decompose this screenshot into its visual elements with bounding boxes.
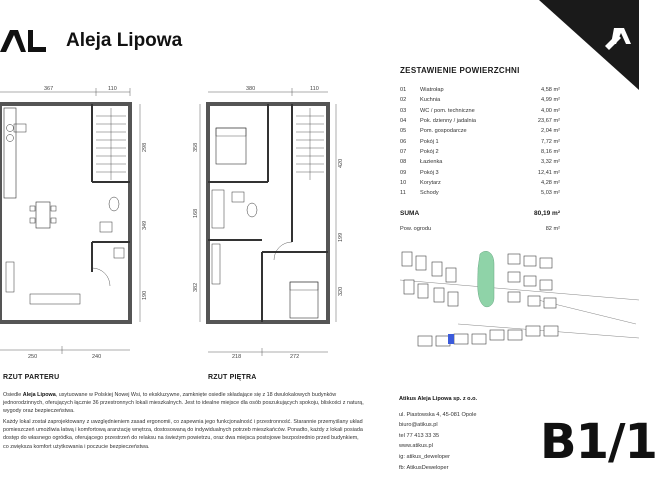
- area-row: [400, 85, 560, 95]
- ground-dim-side-1: 298: [142, 142, 148, 152]
- ground-dim-side-3: 190: [142, 290, 148, 300]
- ground-floor-plan: [0, 88, 140, 354]
- floor-dim-top-left: 380: [246, 86, 256, 92]
- description-p2: Każdy lokal został zaprojektowany z uwzględnieniem zasad ergonomii, co zapewnia jego funkcjonalność i przestronność. Starannie przemyślany układ pomieszczeń umożliwia łatwą i komfortową aranżację wnętrza, dostosowaną do indywidualnych potrzeb mieszkańców. Ponadto, każdy z lokali posiada dostęp do własnego ogródka, oferującego przestrzeń do relaksu na świeżym powietrzu, oraz dwa miejsca postojowe bezpośrednio przed budynkiem, co zwiększa komfort użytkowania i poczucie bezpieczeństwa.: [3, 419, 363, 450]
- area-row-label: Schody: [420, 190, 439, 197]
- area-row: [400, 136, 560, 146]
- brand-name: Aleja Lipowa: [66, 30, 183, 51]
- area-row-no: 02: [400, 97, 407, 104]
- company-name: Atikus Aleja Lipowa sp. z o.o.: [399, 396, 478, 402]
- floor-dim-side-left-2: 168: [193, 208, 199, 218]
- floor-dim-bottom-right: 272: [290, 354, 300, 360]
- area-row: [400, 106, 560, 116]
- area-row-label: Pokój 2: [420, 148, 439, 155]
- sum-label: SUMA: [400, 210, 420, 218]
- ground-floor-label: RZUT PARTERU: [3, 374, 60, 381]
- area-row-label: Łazienka: [420, 159, 443, 166]
- floor-plans: [0, 82, 380, 372]
- area-row-value: 4,58 m²: [541, 87, 560, 94]
- contact-phone[interactable]: tel 77 413 33 35: [399, 432, 440, 439]
- floor-dim-side-left-1: 358: [193, 142, 199, 152]
- area-row-value: 12,41 m²: [537, 169, 560, 176]
- area-row-value: 8,16 m²: [541, 148, 560, 155]
- contact-email[interactable]: biuro@atikus.pl: [399, 422, 438, 429]
- ground-dim-bottom-right: 240: [92, 354, 102, 360]
- floor-dim-side-right-1: 420: [338, 158, 344, 168]
- area-row-no: 09: [400, 169, 407, 176]
- area-row: [400, 95, 560, 105]
- garden-value: 82 m²: [545, 226, 560, 233]
- areas-table: [400, 66, 560, 232]
- area-row-no: 08: [400, 159, 407, 166]
- area-row-no: 11: [400, 190, 406, 197]
- garden-label: Pow. ogrodu: [400, 226, 432, 233]
- garden-area: [400, 226, 560, 232]
- upper-floor-label: RZUT PIĘTRA: [208, 374, 257, 381]
- ground-dim-bottom-left: 250: [28, 354, 38, 360]
- unit-location-marker: [448, 334, 454, 344]
- areas-sum: [400, 210, 560, 217]
- area-row-no: 04: [400, 118, 407, 125]
- area-row-value: 23,67 m²: [537, 118, 560, 125]
- floor-dim-side-left-3: 382: [193, 282, 199, 292]
- ground-dim-top-right: 110: [108, 86, 117, 92]
- unit-code: B1/1: [540, 414, 657, 470]
- area-row-value: 4,00 m²: [541, 107, 560, 114]
- area-row-value: 2,04 m²: [541, 128, 560, 135]
- green-area-pond: [478, 251, 494, 307]
- floor-dim-side-right-3: 320: [338, 286, 344, 296]
- site-plan-map: [398, 240, 639, 358]
- area-row: [400, 147, 560, 157]
- area-row-no: 05: [400, 128, 407, 135]
- area-row-value: 7,72 m²: [541, 138, 560, 145]
- area-row-label: Wiatrołap: [420, 87, 444, 94]
- contact-website[interactable]: www.atikus.pl: [399, 443, 433, 450]
- ground-dim-side-2: 349: [142, 220, 148, 230]
- development-description: [3, 391, 365, 454]
- area-row-value: 5,03 m²: [541, 190, 560, 197]
- area-row: [400, 116, 560, 126]
- area-row: [400, 157, 560, 167]
- area-row-label: Pokój 3: [420, 169, 439, 176]
- area-row-label: WC / pom. techniczne: [420, 107, 475, 114]
- area-row-label: Pom. gospodarcze: [420, 128, 467, 135]
- area-row: [400, 188, 560, 198]
- area-row-label: Kuchnia: [420, 97, 441, 104]
- contact-facebook[interactable]: fb: AtikusDeweloper: [399, 464, 449, 471]
- area-row-no: 03: [400, 107, 407, 114]
- area-row-label: Pok. dzienny / jadalnia: [420, 118, 476, 125]
- area-row-no: 01: [400, 87, 407, 94]
- area-row-label: Korytarz: [420, 179, 441, 186]
- area-row: [400, 167, 560, 177]
- area-row-no: 10: [400, 179, 407, 186]
- floor-dim-bottom-left: 218: [232, 354, 242, 360]
- description-p1: Osiedle Aleja Lipowa, usytuowane w Polskiej Nowej Wsi, to ekskluzywne, zamknięte osiedle składające się z 18 dwulokalowych budynków jednorodzinnych, oferujących łącznie 36 przestronnych lokali mieszkalnych. Jest to idealne miejsce dla osób poszukujących spokoju, bliskości z naturą, wygody oraz bezpieczeństwa.: [3, 392, 364, 415]
- area-row-no: 07: [400, 148, 407, 155]
- contact-instagram[interactable]: ig: atikus_deweloper: [399, 453, 450, 460]
- areas-title: ZESTAWIENIE POWIERZCHNI: [400, 66, 520, 75]
- upper-floor-plan: [200, 88, 336, 356]
- logo-mark-icon: [0, 28, 58, 54]
- area-row: [400, 126, 560, 136]
- area-row-no: 06: [400, 138, 407, 145]
- area-row-value: 4,28 m²: [541, 179, 560, 186]
- contact-block: [399, 394, 477, 473]
- area-row-value: 3,32 m²: [541, 159, 560, 166]
- floor-dim-side-right-2: 199: [338, 232, 344, 242]
- area-row-value: 4,99 m²: [541, 97, 560, 104]
- area-row-label: Pokój 1: [420, 138, 439, 145]
- contact-address: ul. Piastowska 4, 45-081 Opole: [399, 411, 477, 418]
- floor-dim-top-right: 110: [310, 86, 319, 92]
- sum-value: 80,19 m²: [533, 210, 560, 218]
- ground-dim-top-left: 367: [44, 86, 54, 92]
- area-row: [400, 178, 560, 188]
- brand-logo: [0, 28, 182, 54]
